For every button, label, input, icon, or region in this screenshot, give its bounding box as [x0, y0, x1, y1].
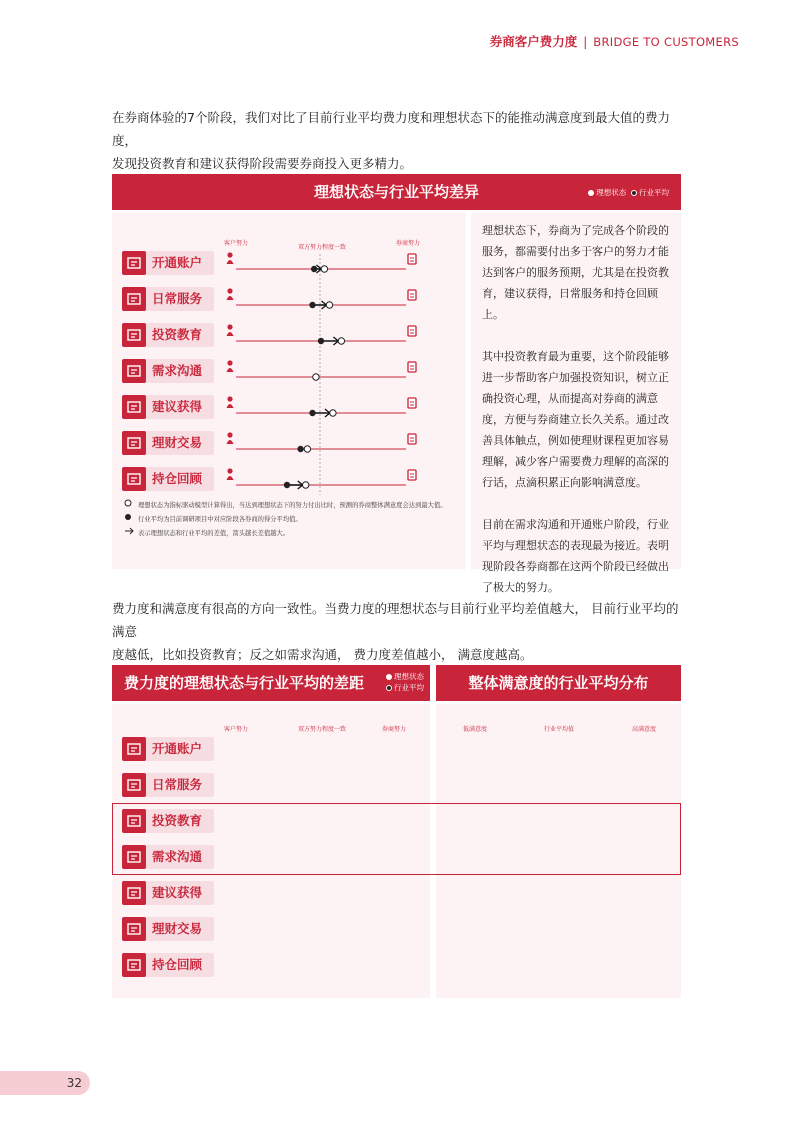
chart2-legend-avg: 行业平均 [394, 683, 424, 692]
row-label [122, 917, 214, 941]
row-label-text: 持仓回顾 [152, 957, 203, 972]
row-label-text: 建议获得 [152, 399, 203, 414]
mid-line-2: 度越低，比如投资教育；反之如需求沟通， 费力度差值越小， 满意度越高。 [112, 647, 533, 662]
chart1-ideal-point [313, 374, 319, 380]
chart1-ideal-point [338, 338, 344, 344]
open-circle-icon [124, 499, 138, 513]
person-body-shape [227, 440, 234, 444]
chart3-axis-right: 高满意度 [632, 726, 657, 733]
row-label-text: 开通账户 [152, 741, 203, 756]
filled-circle-icon [124, 513, 138, 527]
row-label-text: 日常服务 [152, 777, 203, 792]
chart2-legend [386, 671, 424, 693]
chart3-title: 整体满意度的行业平均分布 [468, 674, 649, 692]
note-avg: 行业平均为目前调研项目中对应阶段各券商的得分平均值。 [124, 513, 447, 527]
row-label-text: 开通账户 [152, 255, 203, 270]
chart2-title-bar [112, 665, 430, 701]
note-ideal: 理想状态为指标驱动模型计算得出，当达到理想状态下的努力付出比时，预测的券商整体满意度会达到最大值。 [124, 499, 447, 513]
person-icon [227, 468, 232, 473]
row-label-text: 理财交易 [152, 921, 203, 936]
row-label-text: 需求沟通 [152, 363, 203, 378]
chart1-ideal-point [330, 410, 336, 416]
chart1-avg-point [309, 410, 315, 416]
chart1-avg-point [297, 446, 303, 452]
broker-icon [408, 434, 416, 444]
chart1-ideal-point [304, 446, 310, 452]
row-label [122, 773, 214, 797]
chart2-axis-left: 客户努力 [224, 726, 249, 733]
chart1-avg-point [309, 302, 315, 308]
chart3-title-bar [436, 665, 681, 701]
money-icon [122, 917, 146, 941]
chart1-side-text [482, 220, 674, 619]
chart1-legend-avg: 行业平均 [639, 188, 669, 197]
broker-icon [408, 326, 416, 336]
chart3-axis-mid: 行业平均值 [544, 726, 575, 733]
chart1-notes [124, 499, 447, 541]
chart1-axis-left: 客户努力 [224, 240, 249, 247]
page-number-tab [0, 1071, 90, 1095]
row-label-text: 投资教育 [152, 327, 203, 342]
person-icon [227, 432, 232, 437]
chart1-title: 理想状态与行业平均差异 [313, 183, 479, 201]
row-label [122, 881, 214, 905]
row-label-text: 投资教育 [152, 813, 203, 828]
chart1-avg-point [311, 266, 317, 272]
row-label-text: 持仓回顾 [152, 471, 203, 486]
chart1-axis-mid: 双方努力程度一致 [298, 244, 347, 251]
broker-icon [408, 254, 416, 264]
person-icon [227, 252, 232, 257]
service-icon [122, 773, 146, 797]
broker-icon [408, 362, 416, 372]
broker-icon [408, 398, 416, 408]
person-body-shape [227, 332, 234, 336]
mid-line-1: 费力度和满意度有很高的方向一致性。当费力度的理想状态与目前行业平均差值越大， 目前行业平均的满意 [112, 601, 679, 639]
person-icon [227, 324, 232, 329]
person-body-shape [227, 476, 234, 480]
highlight-box [112, 803, 681, 875]
person-body-shape [227, 368, 234, 372]
row-label [122, 737, 214, 761]
header-title-en: BRIDGE TO CUSTOMERS [593, 35, 739, 49]
row-label-text: 日常服务 [152, 291, 203, 306]
row-label-text: 理财交易 [152, 435, 203, 450]
mid-paragraph [112, 597, 682, 666]
person-body-shape [227, 296, 234, 300]
person-body-shape [227, 404, 234, 408]
header-separator: | [583, 35, 588, 49]
arrow-icon [124, 527, 138, 541]
edit-icon [122, 881, 146, 905]
chart1-avg-point [284, 482, 290, 488]
page-number: 32 [66, 1076, 82, 1090]
intro-line-1: 在券商体验的7个阶段，我们对比了目前行业平均费力度和理想状态下的能推动满意度到最大值的费力度， [112, 110, 670, 148]
chart2-title: 费力度的理想状态与行业平均的差距 [124, 674, 365, 692]
chart1-ideal-point [303, 482, 309, 488]
header-title-cn: 券商客户费力度 [489, 34, 578, 49]
chart1-ideal-point [326, 302, 332, 308]
side-paragraph-1: 理想状态下，券商为了完成各个阶段的服务，都需要付出多于客户的努力才能达到客户的服务预期，尤其是在投资教育，建议获得，日常服务和持仓回顾上。 [482, 224, 669, 321]
row-label-text: 建议获得 [152, 885, 203, 900]
row-label [122, 953, 214, 977]
chart1-legend-ideal: 理想状态 [596, 188, 627, 197]
chart1-axis-right: 券商努力 [396, 240, 421, 247]
chart1-avg-point [318, 338, 324, 344]
intro-line-2: 发现投资教育和建议获得阶段需要券商投入更多精力。 [112, 156, 413, 171]
person-body-shape [227, 260, 234, 264]
chart2-axis-right: 券商努力 [382, 726, 407, 733]
side-paragraph-3: 目前在需求沟通和开通账户阶段，行业平均与理想状态的表现最为接近。表明现阶段各券商都在这两个阶段已经做出了极大的努力。 [482, 518, 669, 594]
chart2-axis-mid: 双方努力程度一致 [298, 726, 347, 733]
side-paragraph-2: 其中投资教育最为重要，这个阶段能够进一步帮助客户加强投资知识，树立正确投资心理，从而提高对券商的满意度，方便与券商建立长久关系。通过改善具体触点，例如使理财课程更加容易理解，减少客户需要费力理解的高深的行话，点滴积累正向影响满意度。 [482, 350, 669, 489]
person-icon [227, 288, 232, 293]
chart3-axis-left: 低满意度 [463, 726, 488, 733]
person-icon [227, 360, 232, 365]
person-icon [227, 396, 232, 401]
row-label-text: 需求沟通 [152, 849, 203, 864]
chart1-ideal-point [321, 266, 327, 272]
broker-icon [408, 470, 416, 480]
chart2-legend-ideal: 理想状态 [394, 672, 424, 681]
broker-icon [408, 290, 416, 300]
chart-icon [122, 953, 146, 977]
account-icon [122, 737, 146, 761]
note-arrow: 表示理想状态和行业平均的差值，箭头越长差值越大。 [124, 527, 447, 541]
